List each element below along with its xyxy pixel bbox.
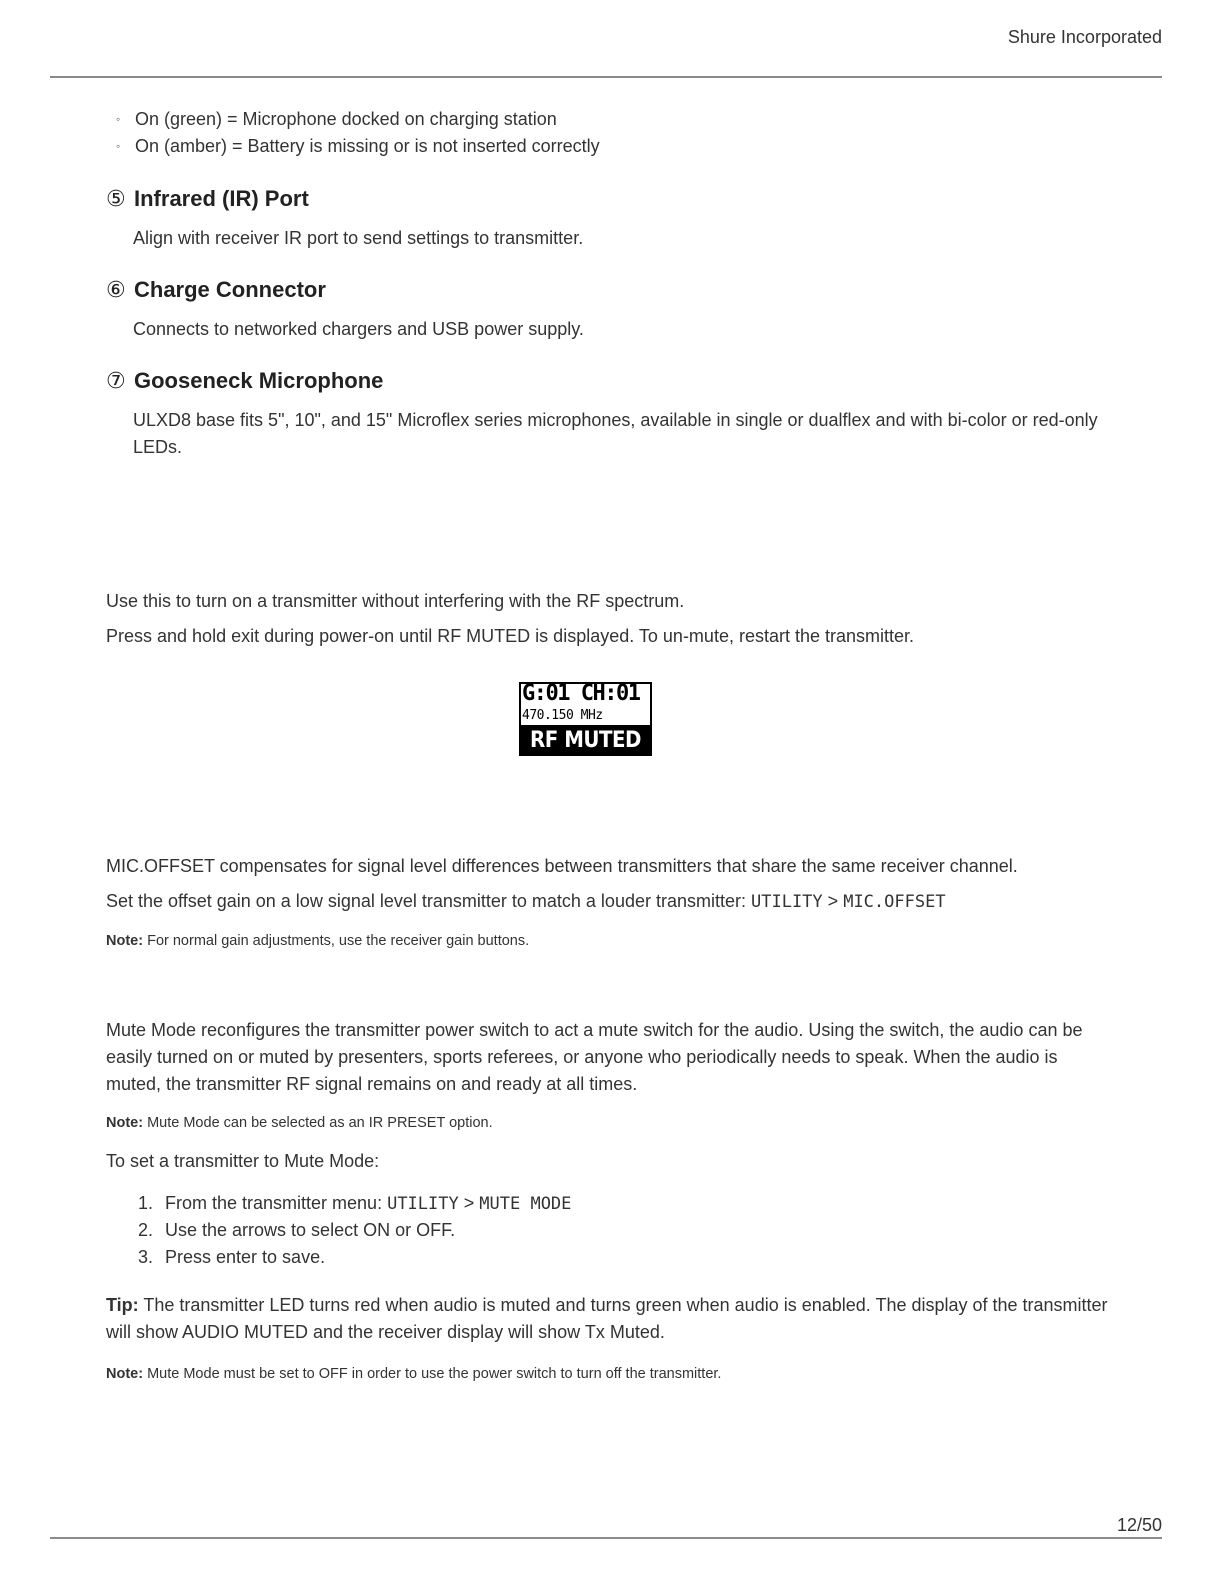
number-6-icon: ⑥ [106,277,126,302]
mute-mode-tip: Tip: The transmitter LED turns red when audio is muted and turns green when audio is enabled. The display of the transmitter will show AUDIO MUTED and the receiver display will show Tx Muted. [106,1295,1108,1342]
list-item: 3. Press enter to save. [138,1247,326,1267]
gooseneck-description: ULXD8 base fits 5", 10", and 15" Microflex series microphones, available in single or dualflex and with bi-color or red-only LEDs. [133,410,1098,457]
display-frequency: 470.150 MHz [522,708,603,723]
charge-connector-description: Connects to networked chargers and USB power supply. [133,319,584,339]
footer-rule [50,1537,1162,1539]
mute-mode-intro: Mute Mode reconfigures the transmitter power switch to act a mute switch for the audio. Using the switch, the audio can be easily turned on or muted by presenters, sports referees, or anyone who periodically needs to speak. When the audio is muted, the transmitter RF signal remains on and ready at all times. [106,1020,1083,1094]
heading-gooseneck: ⑦ Gooseneck Microphone [106,368,384,393]
display-status: RF MUTED [521,725,650,756]
heading-ir-port: ⑤ Infrared (IR) Port [106,186,309,211]
mute-mode-off-note: Note: Mute Mode must be set to OFF in order to use the power switch to turn off the transmitter. [106,1366,722,1382]
transmitter-display [519,682,652,756]
menu-path-mic-offset: MIC.OFFSET [843,892,946,912]
header-rule [50,76,1162,78]
list-item: 2. Use the arrows to select ON or OFF. [138,1220,456,1240]
bullet-icon: ◦ [116,112,121,126]
list-item: ◦ On (green) = Microphone docked on charging station [116,109,557,129]
number-7-icon: ⑦ [106,368,126,393]
mic-offset-instruction: Set the offset gain on a low signal level transmitter to match a louder transmitter: UTILITY > MIC.OFFSET [106,891,946,912]
list-item: 1. From the transmitter menu: UTILITY > MUTE MODE [138,1193,572,1214]
list-item: ◦ On (amber) = Battery is missing or is not inserted correctly [116,136,600,156]
bullet-icon: ◦ [116,139,121,153]
menu-path-utility: UTILITY [751,892,823,912]
heading-charge-connector: ⑥ Charge Connector [106,277,326,302]
mic-offset-intro: MIC.OFFSET compensates for signal level differences between transmitters that share the same receiver channel. [106,856,1018,876]
mute-mode-steps-intro: To set a transmitter to Mute Mode: [106,1151,380,1171]
mic-offset-note: Note: For normal gain adjustments, use the receiver gain buttons. [106,933,530,949]
menu-path-mute-mode: MUTE MODE [479,1194,572,1214]
ir-port-description: Align with receiver IR port to send settings to transmitter. [133,228,584,248]
number-5-icon: ⑤ [106,186,126,211]
page-number: 12/50 [1116,1515,1162,1535]
display-group-channel: G:01 CH:01 [522,681,640,706]
header-company: Shure Incorporated [1007,27,1162,47]
rf-mute-intro: Use this to turn on a transmitter without interfering with the RF spectrum. [106,591,685,611]
rf-mute-instructions: Press and hold exit during power-on until RF MUTED is displayed. To un-mute, restart the transmitter. [106,626,915,646]
mute-mode-note: Note: Mute Mode can be selected as an IR PRESET option. [106,1115,493,1131]
menu-path-utility: UTILITY [387,1194,459,1214]
